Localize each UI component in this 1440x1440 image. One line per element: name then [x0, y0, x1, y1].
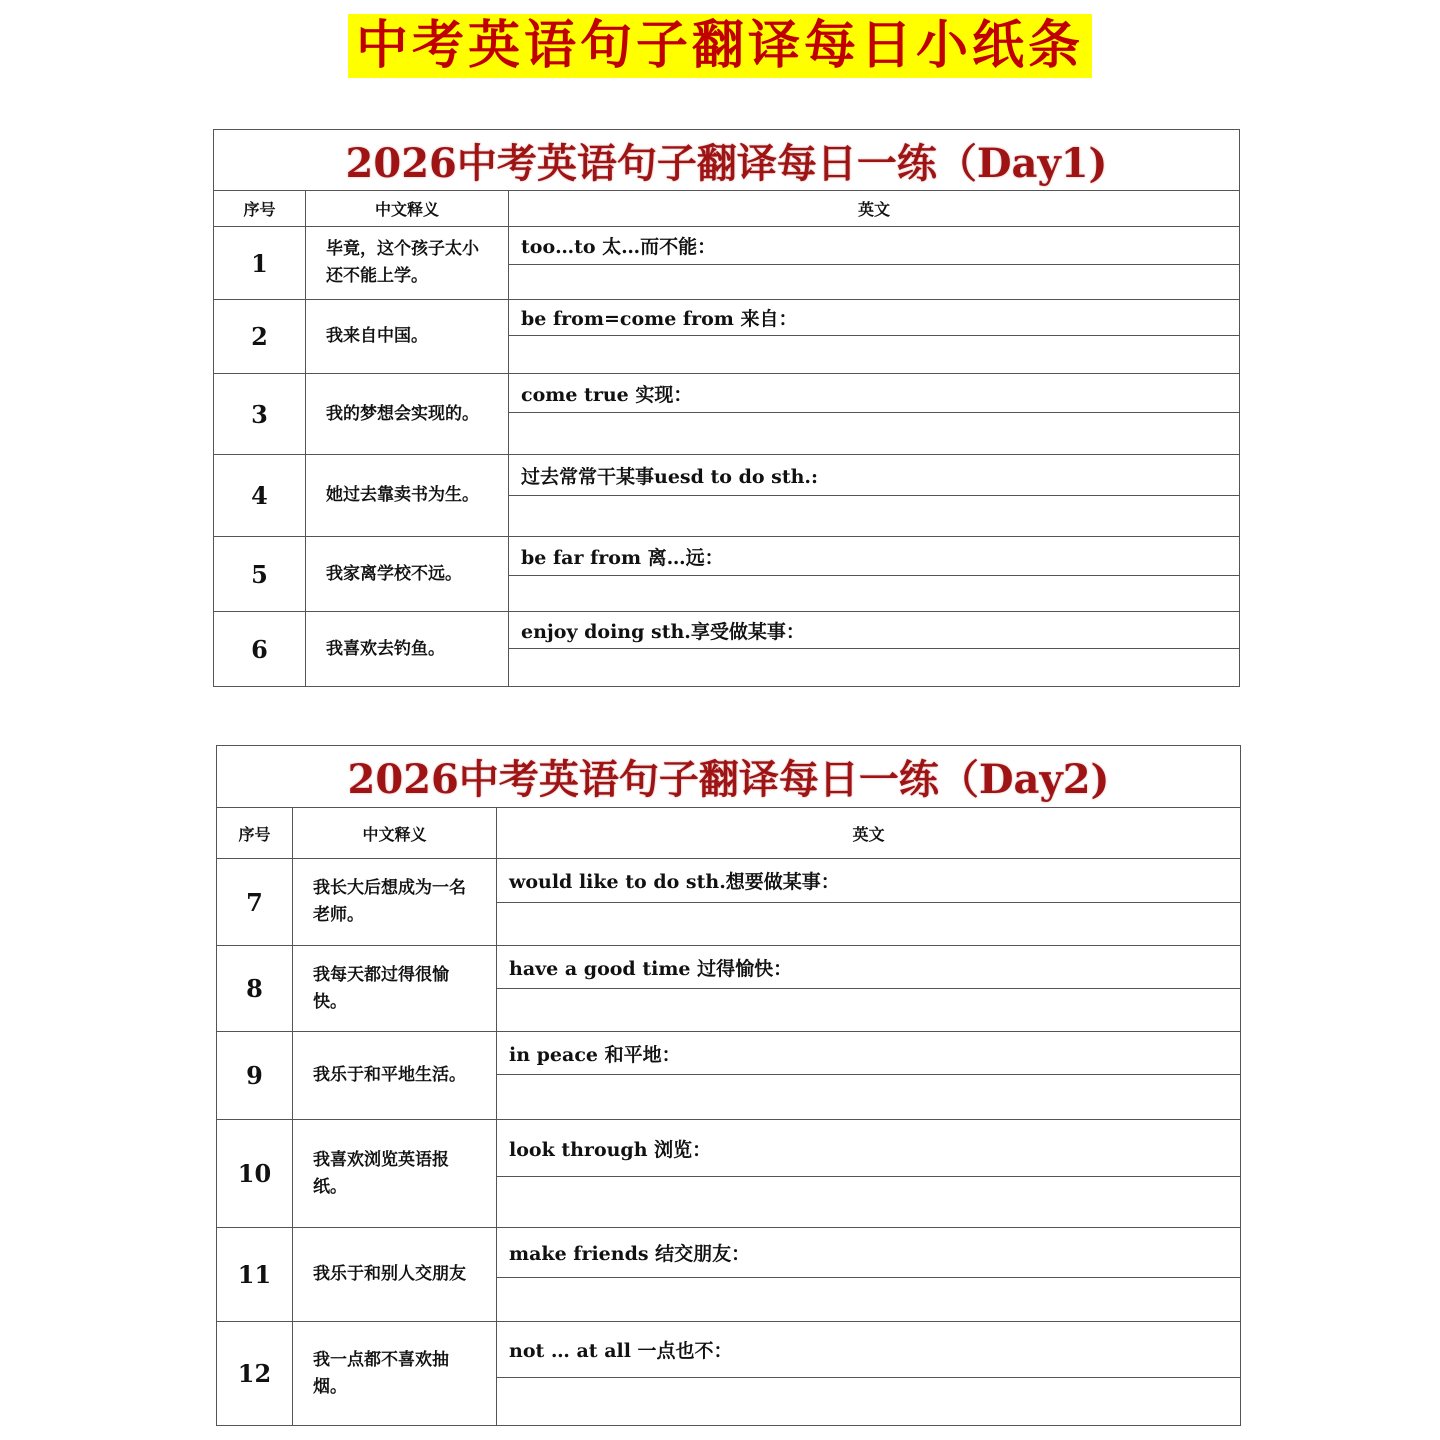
phrase-hint: be far from 离…远：	[509, 537, 1240, 576]
chinese-sentence: 我喜欢浏览英语报纸。	[293, 1120, 497, 1228]
table-row	[217, 946, 1241, 989]
phrase-hint: enjoy doing sth.享受做某事：	[509, 612, 1240, 649]
answer-line[interactable]	[509, 649, 1240, 687]
chinese-sentence: 我长大后想成为一名老师。	[293, 859, 497, 946]
table-row	[217, 859, 1241, 903]
answer-line[interactable]	[497, 903, 1241, 946]
chinese-sentence: 毕竟，这个孩子太小还不能上学。	[306, 227, 509, 300]
phrase-hint: would like to do sth.想要做某事：	[497, 859, 1241, 903]
chinese-sentence: 我家离学校不远。	[306, 537, 509, 612]
page-title-wrap	[0, 14, 1440, 78]
worksheet-day2	[216, 745, 1241, 1426]
phrase-hint: be from=come from 来自：	[509, 300, 1240, 336]
phrase-hint: look through 浏览：	[497, 1120, 1241, 1177]
table-row	[214, 612, 1240, 649]
header-english: 英文	[509, 191, 1240, 227]
chinese-sentence: 我喜欢去钓鱼。	[306, 612, 509, 687]
answer-line[interactable]	[497, 1378, 1241, 1426]
row-number: 9	[217, 1032, 293, 1120]
table-row	[214, 374, 1240, 413]
answer-line[interactable]	[509, 336, 1240, 374]
row-number: 11	[217, 1228, 293, 1322]
row-number: 8	[217, 946, 293, 1032]
phrase-hint: too…to 太…而不能：	[509, 227, 1240, 265]
table-row	[217, 1032, 1241, 1075]
table-row	[214, 227, 1240, 265]
chinese-sentence: 我来自中国。	[306, 300, 509, 374]
header-index: 序号	[217, 808, 293, 859]
table-row	[217, 1228, 1241, 1278]
chinese-sentence: 我乐于和平地生活。	[293, 1032, 497, 1120]
sheet-title: 2026中考英语句子翻译每日一练（Day2)	[217, 746, 1241, 808]
row-number: 10	[217, 1120, 293, 1228]
answer-line[interactable]	[497, 1075, 1241, 1120]
header-chinese: 中文释义	[306, 191, 509, 227]
header-english: 英文	[497, 808, 1241, 859]
answer-line[interactable]	[509, 576, 1240, 612]
page-title: 中考英语句子翻译每日小纸条	[348, 14, 1092, 78]
row-number: 3	[214, 374, 306, 455]
table-row	[214, 537, 1240, 576]
answer-line[interactable]	[509, 496, 1240, 537]
answer-line[interactable]	[509, 265, 1240, 300]
table-row	[214, 455, 1240, 496]
phrase-hint: 过去常常干某事uesd to do sth.:	[509, 455, 1240, 496]
row-number: 12	[217, 1322, 293, 1426]
table-row	[214, 300, 1240, 336]
chinese-sentence: 我一点都不喜欢抽烟。	[293, 1322, 497, 1426]
row-number: 1	[214, 227, 306, 300]
header-index: 序号	[214, 191, 306, 227]
row-number: 7	[217, 859, 293, 946]
answer-line[interactable]	[509, 413, 1240, 455]
chinese-sentence: 她过去靠卖书为生。	[306, 455, 509, 537]
chinese-sentence: 我乐于和别人交朋友	[293, 1228, 497, 1322]
worksheet-day1	[213, 129, 1240, 687]
table-row	[217, 1120, 1241, 1177]
row-number: 4	[214, 455, 306, 537]
table-row	[217, 1322, 1241, 1378]
phrase-hint: come true 实现：	[509, 374, 1240, 413]
chinese-sentence: 我每天都过得很愉快。	[293, 946, 497, 1032]
sheet-title: 2026中考英语句子翻译每日一练（Day1)	[214, 130, 1240, 191]
phrase-hint: have a good time 过得愉快：	[497, 946, 1241, 989]
row-number: 2	[214, 300, 306, 374]
phrase-hint: not … at all 一点也不：	[497, 1322, 1241, 1378]
answer-line[interactable]	[497, 989, 1241, 1032]
phrase-hint: make friends 结交朋友：	[497, 1228, 1241, 1278]
chinese-sentence: 我的梦想会实现的。	[306, 374, 509, 455]
answer-line[interactable]	[497, 1177, 1241, 1228]
answer-line[interactable]	[497, 1278, 1241, 1322]
row-number: 5	[214, 537, 306, 612]
row-number: 6	[214, 612, 306, 687]
header-chinese: 中文释义	[293, 808, 497, 859]
phrase-hint: in peace 和平地：	[497, 1032, 1241, 1075]
